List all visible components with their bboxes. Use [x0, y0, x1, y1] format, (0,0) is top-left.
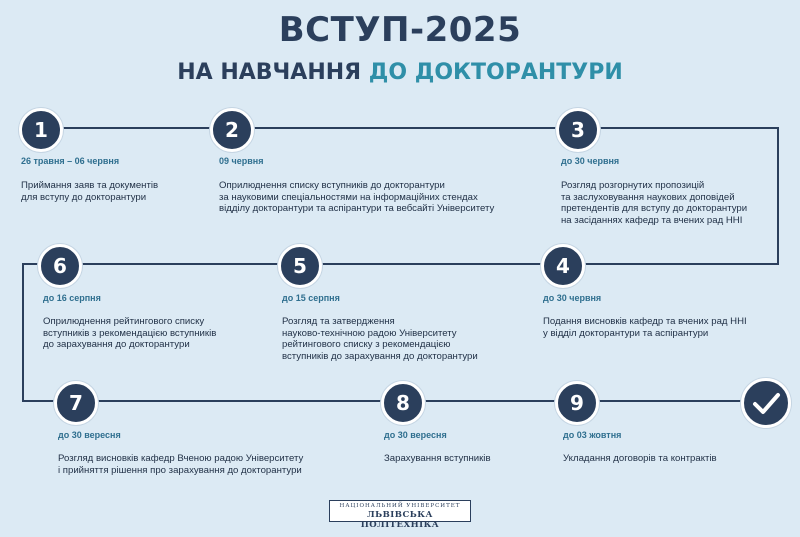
step-description: Оприлюднення рейтингового списку вступників з рекомендацією вступників до зарахування до докторантури: [43, 316, 217, 350]
step-number: 3: [556, 108, 600, 152]
step-number: 9: [555, 381, 599, 425]
step-number: 5: [278, 244, 322, 288]
step-description: Оприлюднення списку вступників до докторантури за науковими спеціальностями на інформаційних стендах відділу докторантури та аспірантури та вебсайті Університету: [219, 180, 495, 214]
step-number: 1: [19, 108, 63, 152]
step-date: до 03 жовтня: [563, 430, 622, 440]
step-description: Розгляд розгорнутих пропозицій та заслуховування наукових доповідей претендентів для вступу до докторантури на засіданнях кафедр та вчених рад ННІ: [561, 180, 748, 226]
subtitle-main: НА НАВЧАННЯ: [177, 60, 369, 85]
step-date: 09 червня: [219, 156, 264, 166]
step-description: Розгляд та затвердження науково-технічною радою Університету рейтингового списку з рекомендацією вступників до зарахування до докторантури: [282, 316, 478, 362]
step-date: до 30 вересня: [384, 430, 447, 440]
step-date: до 15 серпня: [282, 293, 340, 303]
university-logo: [329, 500, 471, 530]
step-date: до 16 серпня: [43, 293, 101, 303]
step-description: Укладання договорів та контрактів: [563, 453, 717, 464]
step-date: до 30 червня: [543, 293, 602, 303]
logo-line2: ЛЬВІВСЬКА ПОЛІТЕХНІКА: [360, 510, 440, 530]
step-number: 7: [54, 381, 98, 425]
logo-line1: НАЦІОНАЛЬНИЙ УНІВЕРСИТЕТ: [339, 503, 461, 509]
step-date: 26 травня – 06 червня: [21, 156, 120, 166]
subtitle-accent: ДО ДОКТОРАНТУРИ: [368, 60, 623, 85]
step-date: до 30 вересня: [58, 430, 121, 440]
step-description: Подання висновків кафедр та вчених рад ННІ у відділ докторантури та аспірантури: [543, 316, 747, 339]
step-number: 8: [381, 381, 425, 425]
step-description: Зарахування вступників: [384, 453, 491, 464]
step-number: 4: [541, 244, 585, 288]
step-number: 6: [38, 244, 82, 288]
step-description: Розгляд висновків кафедр Вченою радою Університету і прийняття рішення про зарахування до докторантури: [58, 453, 304, 476]
step-date: до 30 червня: [561, 156, 620, 166]
page-title: ВСТУП-2025: [278, 10, 522, 50]
step-description: Приймання заяв та документів для вступу до докторантури: [21, 180, 159, 203]
checkmark-glyph: [744, 381, 788, 425]
checkmark-icon: [741, 378, 791, 428]
step-number: 2: [210, 108, 254, 152]
